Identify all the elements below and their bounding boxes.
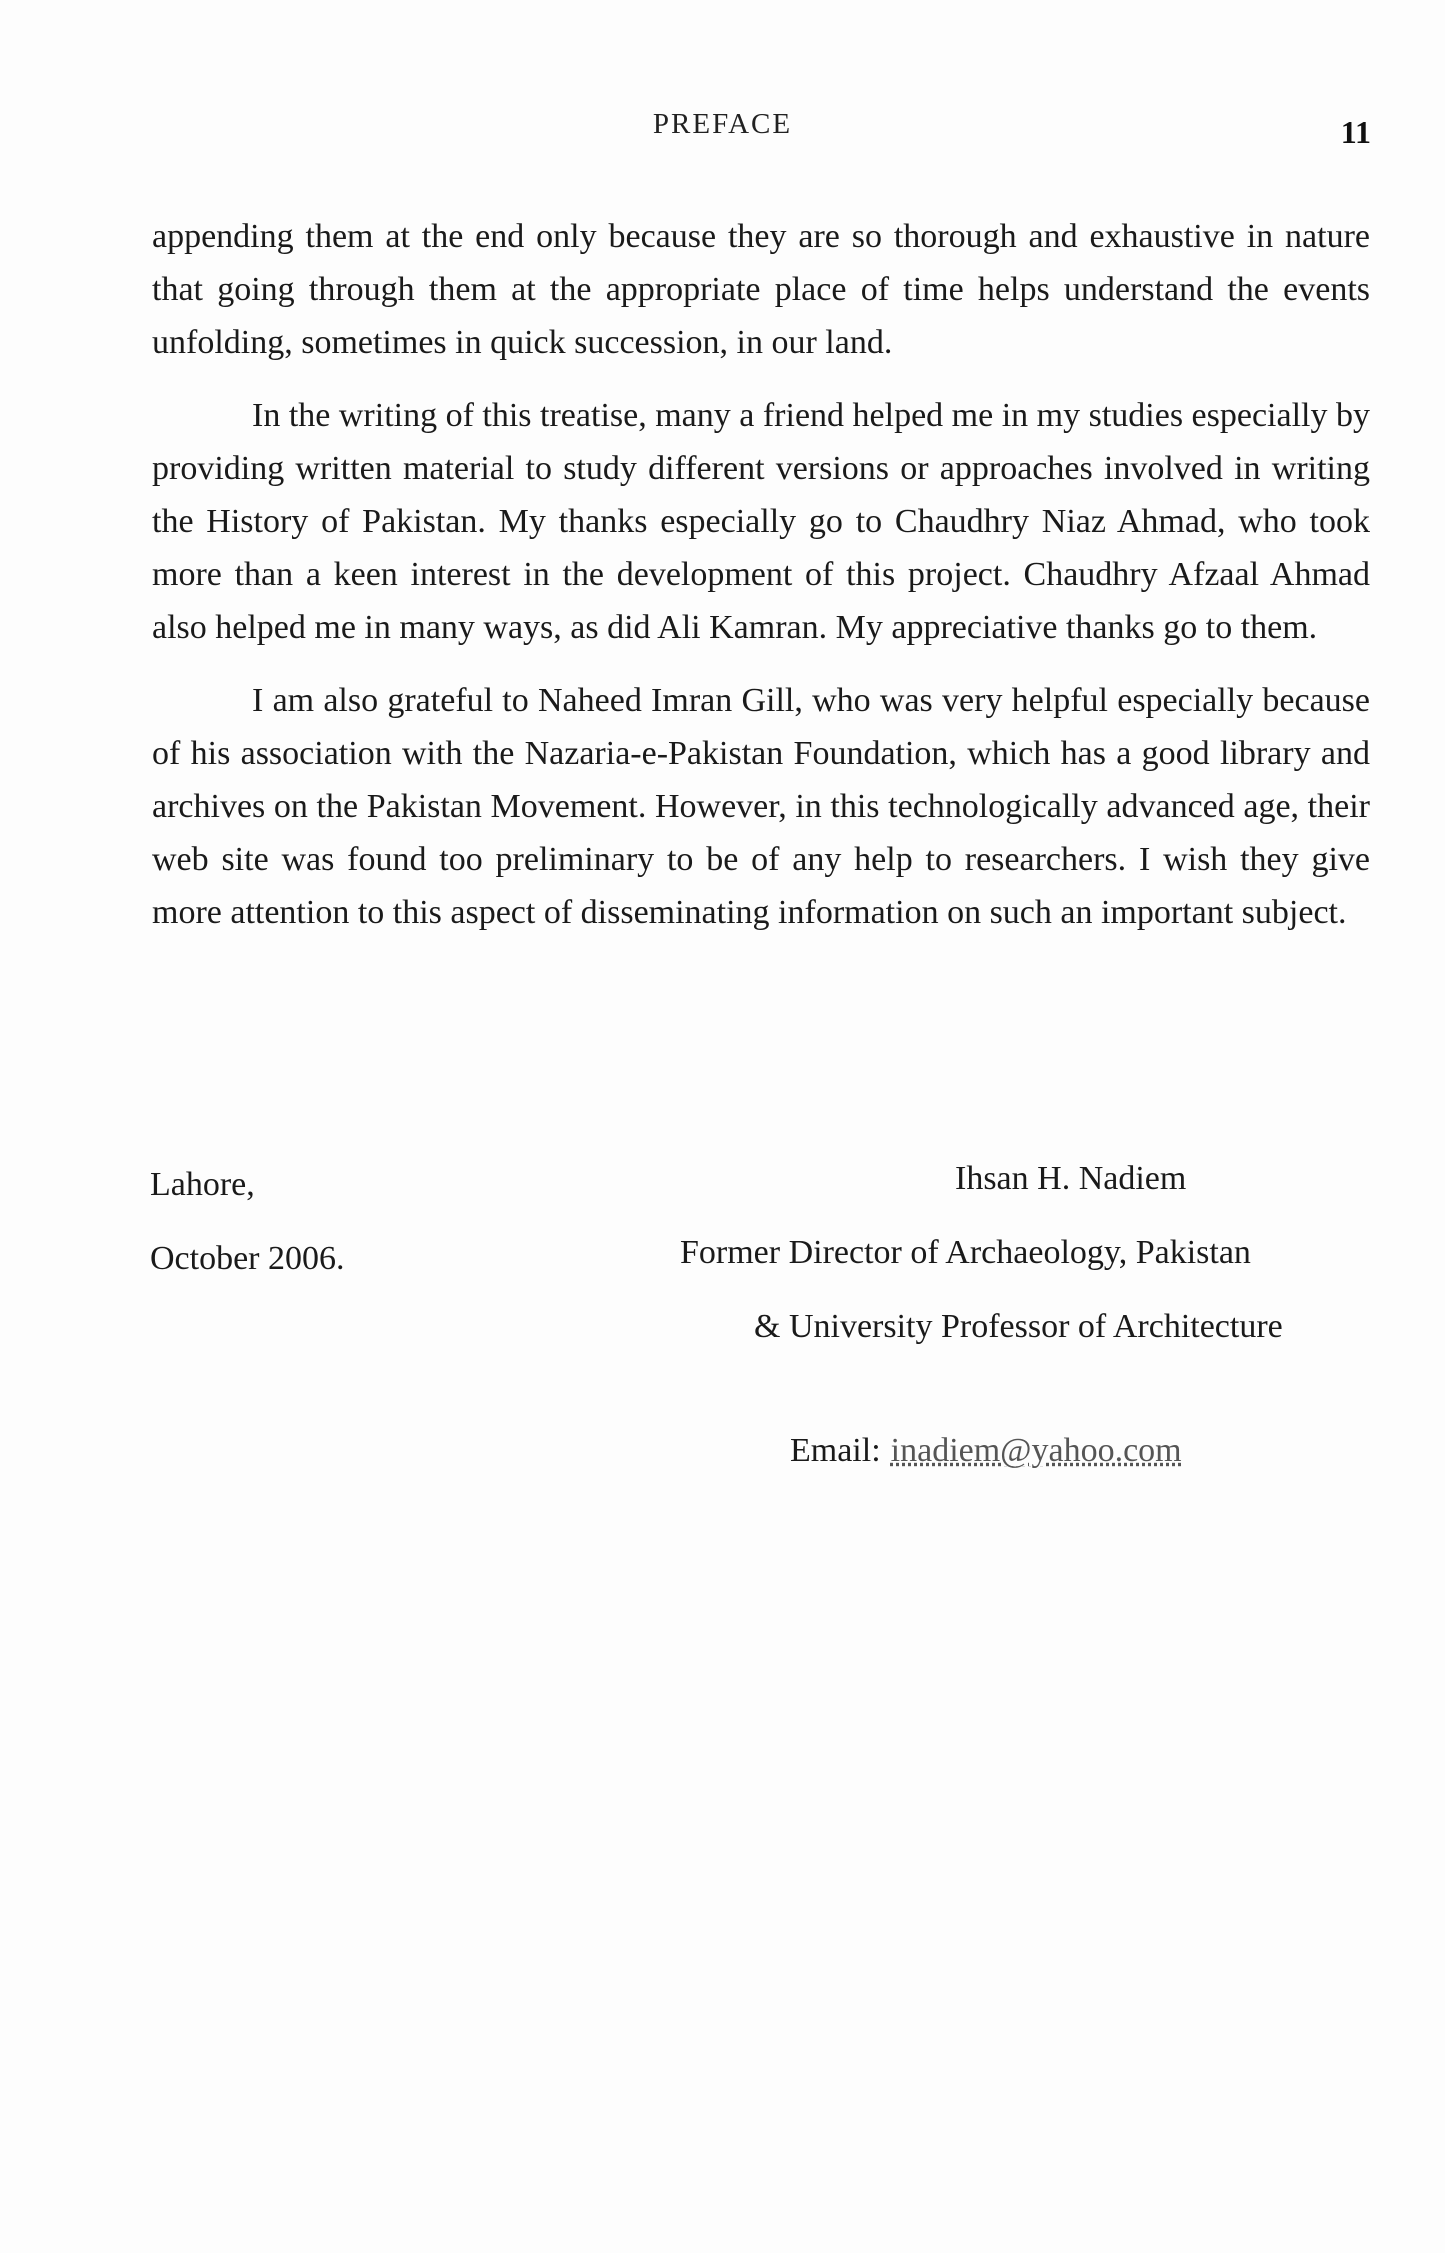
email-link[interactable]: inadiem@yahoo.com (890, 1432, 1182, 1469)
paragraph-3: I am also grateful to Naheed Imran Gill, who was very helpful especially because of his association with the Nazaria-e-Pakistan Foundation, which has a good library and archives on the Pakistan Movement. However, in this technologically advanced age, their web site was found too preliminary to be of any help to researchers. I wish they give more attention to this aspect of disseminating information on such an important subject. (152, 682, 1370, 931)
preface-body (152, 210, 1370, 959)
email-label: Email: (790, 1432, 881, 1469)
author-title-2: & University Professor of Architecture (754, 1308, 1283, 1345)
paragraph-1: appending them at the end only because they are so thorough and exhaustive in nature that going through them at the appropriate place of time helps understand the events unfolding, sometimes in quick succession, in our land. (152, 218, 1370, 361)
author-name: Ihsan H. Nadiem (955, 1160, 1187, 1197)
place-text: Lahore, (150, 1166, 255, 1203)
author-title-1: Former Director of Archaeology, Pakistan (680, 1234, 1251, 1271)
running-head-title: PREFACE (652, 108, 793, 140)
paragraph-2: In the writing of this treatise, many a friend helped me in my studies especially by providing written material to study different versions or approaches involved in writing the History of Pakistan. My thanks especially go to Chaudhry Niaz Ahmad, who took more than a keen interest in the development of this project. Chaudhry Afzaal Ahmad also helped me in many ways, as did Ali Kamran. My appreciative thanks go to them. (152, 397, 1370, 646)
place-date-block (150, 1148, 345, 1296)
email-block (790, 1432, 1182, 1470)
date-text: October 2006. (150, 1240, 345, 1277)
page-number: 11 (1340, 114, 1371, 150)
